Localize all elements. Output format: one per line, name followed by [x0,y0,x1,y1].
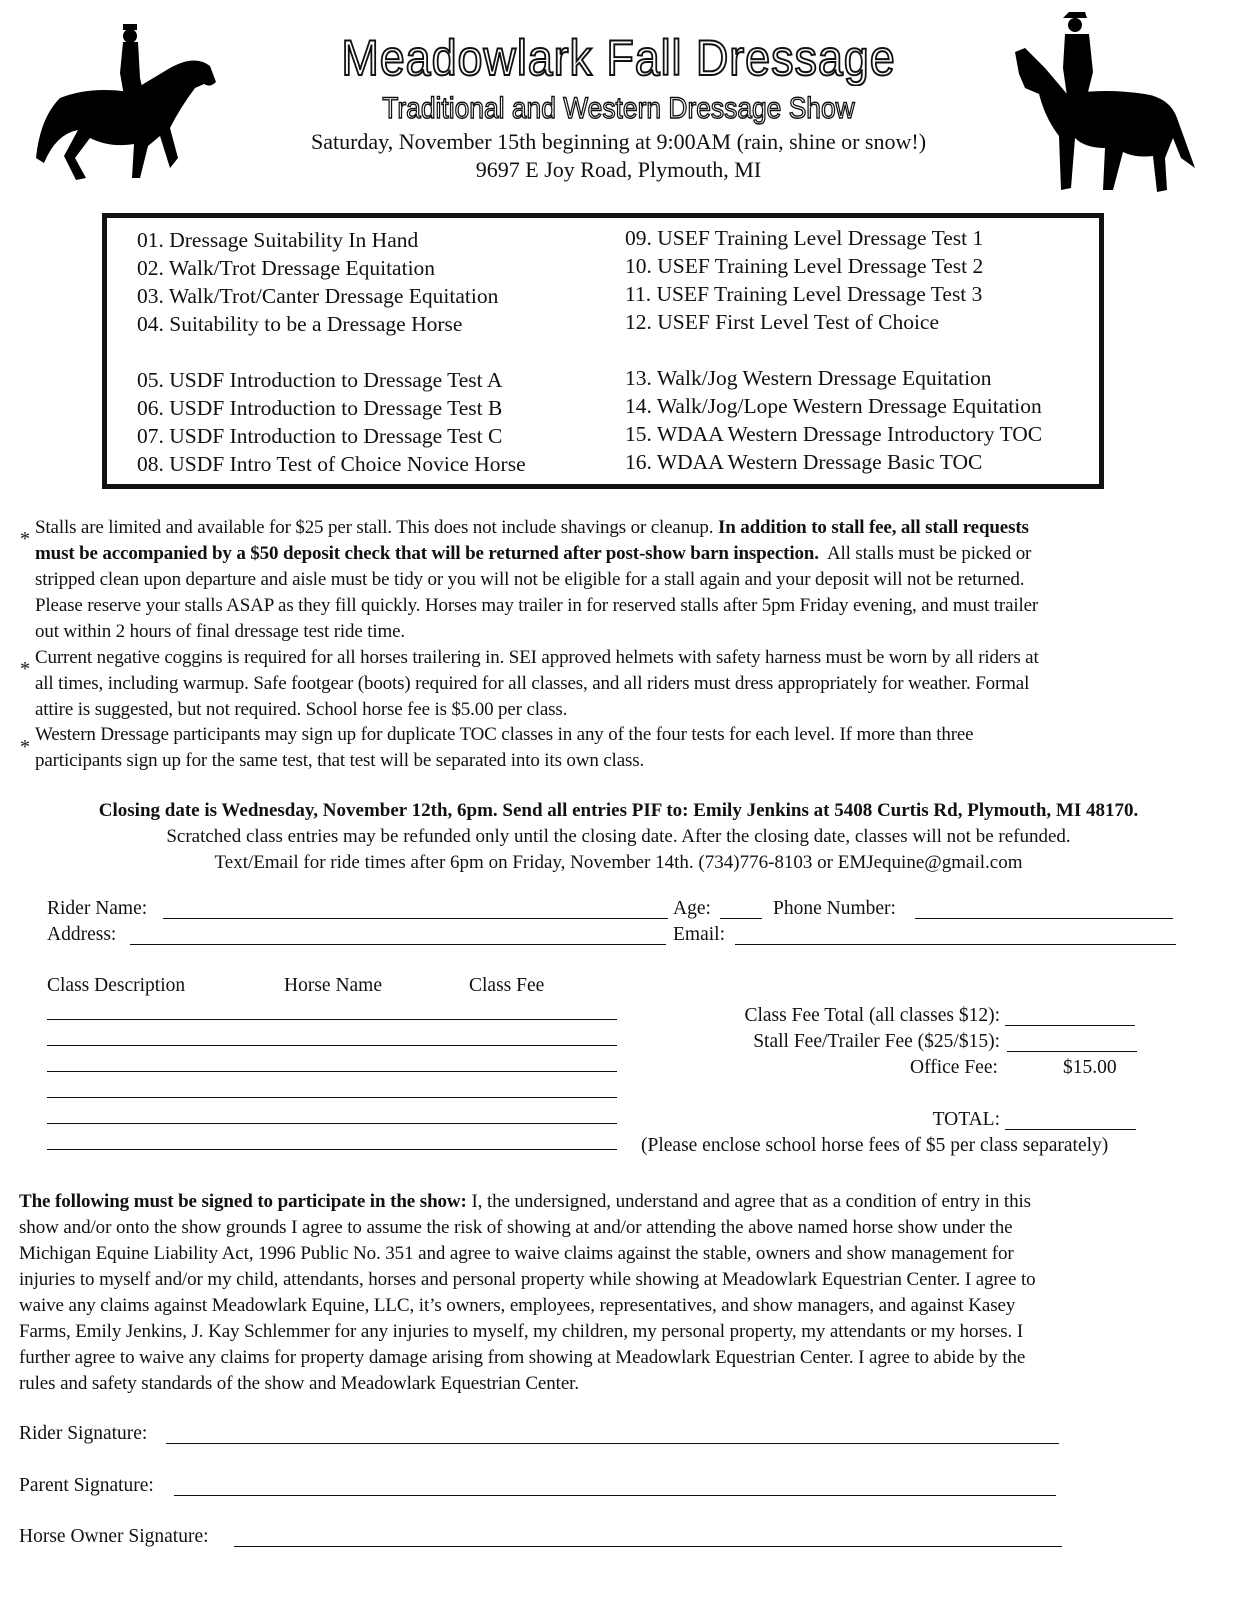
western-note-line: Western Dressage participants may sign up for duplicate TOC classes in any of the four tests for each level. If more than three [35,724,974,745]
class-item: 08. USDF Intro Test of Choice Novice Horse [137,452,526,476]
rider-signature-label: Rider Signature: [19,1423,148,1444]
stall-note-line [35,515,1029,541]
class-item: 01. Dressage Suitability In Hand [137,228,419,252]
class-item: 07. USDF Introduction to Dressage Test C [137,424,503,448]
parent-signature-field[interactable] [174,1495,1056,1496]
waiver-line: Farms, Emily Jenkins, J. Kay Schlemmer for any injuries to myself, my children, my personal property, my attendants or my horses. I [19,1321,1024,1342]
coggins-note-line: all times, including warmup. Safe footgear (boots) required for all classes, and all riders must dress appropriately for weather. Formal [35,673,1030,694]
stall-note-line: Please reserve your stalls ASAP as they fill quickly. Horses may trailer in for reserved stalls after 5pm Friday evening, and must trailer [35,595,1039,616]
waiver-line: rules and safety standards of the show and Meadowlark Equestrian Center. [19,1373,579,1394]
class-entry-line[interactable] [47,1019,617,1020]
show-address: 9697 E Joy Road, Plymouth, MI [475,157,762,182]
class-item: 13. Walk/Jog Western Dressage Equitation [625,366,992,390]
age-label: Age: [673,898,711,919]
class-entry-line[interactable] [47,1149,617,1150]
stall-note-line: stripped clean upon departure and aisle must be tidy or you will not be eligible for a stall again and your deposit will not be returned. [35,569,1025,590]
total-label: TOTAL: [932,1109,1000,1130]
waiver-line: Michigan Equine Liability Act, 1996 Public No. 351 and agree to waive claims against the stable, owners and show management for [19,1243,1014,1264]
horse-name-header: Horse Name [284,975,383,996]
parent-signature-label: Parent Signature: [19,1475,154,1496]
class-item: 06. USDF Introduction to Dressage Test B [137,396,503,420]
waiver-line: injuries to myself and/or my child, attendants, horses and personal property while showing at Meadowlark Equestrian Center. I agree to [19,1269,1036,1290]
refund-policy: Scratched class entries may be refunded only until the closing date. After the closing date, classes will not be refunded. [166,826,1071,847]
class-item: 11. USEF Training Level Dressage Test 3 [625,282,983,306]
address-label: Address: [47,924,117,945]
stall-fee-field[interactable] [1007,1051,1137,1052]
bullet-asterisk: * [20,658,30,680]
class-item: 02. Walk/Trot Dressage Equitation [137,256,436,280]
rider-name-label: Rider Name: [47,898,148,919]
stall-note-line: out within 2 hours of final dressage test ride time. [35,621,406,642]
class-item: 09. USEF Training Level Dressage Test 1 [625,226,984,250]
office-fee-value: $15.00 [1063,1057,1117,1078]
class-entry-line[interactable] [47,1071,617,1072]
class-entry-line[interactable] [47,1045,617,1046]
stall-note-line [35,541,1031,567]
text: I, the undersigned, understand and agree that as a condition of entry in this [466,1191,1031,1212]
waiver-line [19,1189,1031,1215]
class-item: 12. USEF First Level Test of Choice [625,310,940,334]
waiver-line: waive any claims against Meadowlark Equine, LLC, it’s owners, employees, representatives, and show managers, and against Kasey [19,1295,1016,1316]
ride-times-contact: Text/Email for ride times after 6pm on Friday, November 14th. (734)776-8103 or EMJequine@gmail.com [214,852,1023,873]
bullet-asterisk: * [20,736,30,758]
class-item: 05. USDF Introduction to Dressage Test A [137,368,503,392]
class-fee-total-field[interactable] [1005,1025,1135,1026]
waiver-line: further agree to waive any claims for property damage arising from showing at Meadowlark Equestrian Center. I agree to abide by the [19,1347,1026,1368]
age-field[interactable] [720,918,762,919]
class-item: 16. WDAA Western Dressage Basic TOC [625,450,983,474]
class-item: 03. Walk/Trot/Canter Dressage Equitation [137,284,499,308]
coggins-note-line: Current negative coggins is required for all horses trailering in. SEI approved helmets with safety harness must be worn by all riders at [35,647,1039,668]
show-date: Saturday, November 15th beginning at 9:00AM (rain, shine or snow!) [310,129,927,154]
text: Stalls are limited and available for $25 per stall. This does not include shavings or cleanup. [35,517,718,538]
owner-signature-label: Horse Owner Signature: [19,1526,209,1547]
class-item: 04. Suitability to be a Dressage Horse [137,312,463,336]
coggins-note-line: attire is suggested, but not required. School horse fee is $5.00 per class. [35,699,568,720]
show-subtitle: Traditional and Western Dressage Show [382,92,855,125]
stall-fee-label: Stall Fee/Trailer Fee ($25/$15): [753,1031,1000,1052]
address-field[interactable] [130,944,666,945]
total-field[interactable] [1005,1129,1136,1130]
class-item: 15. WDAA Western Dressage Introductory TOC [625,422,1043,446]
class-description-header: Class Description [47,975,186,996]
class-item: 10. USEF Training Level Dressage Test 2 [625,254,984,278]
show-title: Meadowlark Fall Dressage [341,30,896,86]
office-fee-label: Office Fee: [910,1057,998,1078]
class-item: 14. Walk/Jog/Lope Western Dressage Equitation [625,394,1042,418]
bold-text: In addition to stall fee, all stall requests [717,517,1029,538]
text: All stalls must be picked or [818,543,1032,564]
email-label: Email: [673,924,725,945]
phone-field[interactable] [915,918,1173,919]
western-note-line: participants sign up for the same test, that test will be separated into its own class. [35,750,645,771]
class-fee-header: Class Fee [469,975,545,996]
email-field[interactable] [735,944,1176,945]
class-entry-line[interactable] [47,1097,617,1098]
bold-text: must be accompanied by a $50 deposit check that will be returned after post-show barn inspection. [35,543,819,564]
waiver-lead: The following must be signed to participate in the show: [19,1191,467,1212]
rider-signature-field[interactable] [166,1443,1059,1444]
school-horse-note: (Please enclose school horse fees of $5 per class separately) [641,1135,1109,1156]
class-fee-total-label: Class Fee Total (all classes $12): [744,1005,1000,1026]
phone-label: Phone Number: [773,898,896,919]
waiver-line: show and/or onto the show grounds I agree to assume the risk of showing at and/or attending the above named horse show under the [19,1217,1013,1238]
rider-name-field[interactable] [163,918,668,919]
owner-signature-field[interactable] [234,1546,1062,1547]
closing-date: Closing date is Wednesday, November 12th, 6pm. Send all entries PIF to: Emily Jenkins at 5408 Curtis Rd, Plymouth, MI 48170. [98,800,1139,821]
class-entry-line[interactable] [47,1123,617,1124]
bullet-asterisk: * [20,528,30,550]
